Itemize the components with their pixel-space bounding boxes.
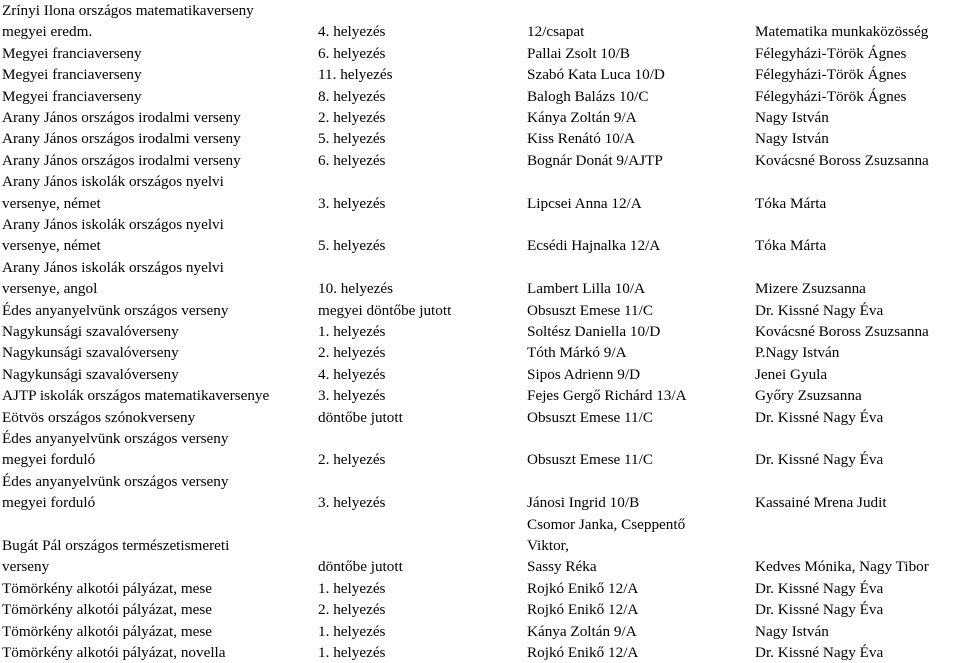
- student-cell-line: Sipos Adrienn 9/D: [527, 365, 641, 383]
- student-cell: [527, 578, 752, 599]
- result-cell-line: 2. helyezés: [318, 601, 386, 619]
- competition-cell: [2, 514, 314, 578]
- teacher-cell: [755, 364, 959, 385]
- student-cell-line: Obsuszt Emese 11/C: [527, 451, 653, 469]
- competition-cell: [2, 599, 314, 620]
- teacher-cell: [755, 642, 959, 663]
- competition-cell: [2, 171, 314, 214]
- teacher-cell-line: Dr. Kissné Nagy Éva: [755, 408, 884, 426]
- table-row: [0, 364, 959, 385]
- competition-cell-line: Nagykunsági szavalóverseny: [2, 323, 179, 340]
- student-cell: [527, 300, 752, 321]
- result-cell: [318, 257, 523, 300]
- student-cell: [527, 257, 752, 300]
- result-cell-line: 4. helyezés: [318, 365, 386, 383]
- competition-cell-line: AJTP iskolák országos matematikaversenye: [2, 387, 270, 405]
- table-row: [0, 621, 959, 642]
- table-row: [0, 64, 959, 85]
- competition-cell: [2, 43, 314, 64]
- competition-cell: [2, 300, 314, 321]
- student-cell-line: Bognár Donát 9/AJTP: [527, 151, 663, 169]
- competition-cell: [2, 214, 314, 257]
- student-cell-line: Ecsédi Hajnalka 12/A: [527, 237, 661, 255]
- competition-cell-line: megyei eredm.: [2, 23, 93, 41]
- result-cell-line: 1. helyezés: [318, 579, 386, 597]
- teacher-cell-line: Dr. Kissné Nagy Éva: [755, 644, 884, 661]
- student-cell: [527, 214, 752, 257]
- student-cell-line: Lambert Lilla 10/A: [527, 280, 646, 298]
- teacher-cell-line: Matematika munkaközösség: [755, 23, 929, 41]
- teacher-cell: [755, 599, 959, 620]
- table-row: [0, 43, 959, 64]
- result-cell-line: 4. helyezés: [318, 23, 386, 41]
- competition-cell: [2, 64, 314, 85]
- competition-cell: [2, 428, 314, 471]
- result-cell: [318, 471, 523, 514]
- result-cell: [318, 642, 523, 663]
- result-cell-line: 3. helyezés: [318, 494, 386, 512]
- result-cell-line: 2. helyezés: [318, 109, 386, 126]
- student-cell-line: Balogh Balázs 10/C: [527, 87, 649, 105]
- teacher-cell: [755, 428, 959, 471]
- teacher-cell: [755, 150, 959, 171]
- result-cell: [318, 514, 523, 578]
- result-cell: [318, 150, 523, 171]
- teacher-cell-line: Nagy István: [755, 130, 829, 148]
- teacher-cell-line: Félegyházi-Török Ágnes: [755, 66, 907, 84]
- result-cell: [318, 428, 523, 471]
- teacher-cell: [755, 300, 959, 321]
- competition-cell-line: Édes anyanyelvünk országos verseny: [2, 472, 229, 490]
- teacher-cell-line: Dr. Kissné Nagy Éva: [755, 301, 884, 319]
- student-cell: [527, 64, 752, 85]
- teacher-cell: [755, 171, 959, 214]
- table-row: [0, 171, 959, 214]
- teacher-cell: [755, 214, 959, 257]
- teacher-cell-line: Nagy István: [755, 109, 829, 126]
- teacher-cell-line: Tóka Márta: [755, 237, 827, 255]
- competition-cell-line: Tömörkény alkotói pályázat, mese: [2, 622, 213, 640]
- student-cell: [527, 107, 752, 128]
- table-row: [0, 407, 959, 428]
- student-cell-line: Kánya Zoltán 9/A: [527, 109, 637, 126]
- table-row: [0, 257, 959, 300]
- student-cell-line: Soltész Daniella 10/D: [527, 323, 661, 340]
- result-cell-line: 1. helyezés: [318, 323, 386, 340]
- table-row: [0, 514, 959, 578]
- title-text: Zrínyi Ilona országos matematikaverseny: [2, 2, 254, 19]
- teacher-cell: [755, 621, 959, 642]
- table-row: [0, 21, 959, 42]
- competition-cell: [2, 642, 314, 663]
- student-cell-line: Sassy Réka: [527, 558, 597, 576]
- result-cell-line: 11. helyezés: [318, 66, 393, 84]
- result-cell-line: 6. helyezés: [318, 44, 386, 62]
- competition-cell: [2, 257, 314, 300]
- teacher-cell: [755, 385, 959, 406]
- student-cell: [527, 321, 752, 342]
- competition-cell: [2, 21, 314, 42]
- title-row: [0, 0, 959, 21]
- result-cell-line: 2. helyezés: [318, 451, 386, 469]
- competition-cell-line: megyei forduló: [2, 494, 96, 512]
- result-cell-line: 3. helyezés: [318, 194, 386, 212]
- student-cell-line: Csomor Janka, Cseppentő: [527, 515, 686, 533]
- teacher-cell: [755, 407, 959, 428]
- competition-cell-line: Arany János iskolák országos nyelvi: [2, 216, 224, 233]
- result-cell: [318, 64, 523, 85]
- result-cell: [318, 171, 523, 214]
- student-cell: [527, 150, 752, 171]
- table-row: [0, 86, 959, 107]
- teacher-cell-line: P.Nagy István: [755, 344, 840, 362]
- result-cell: [318, 407, 523, 428]
- result-cell-line: 5. helyezés: [318, 130, 386, 148]
- competition-cell-line: Arany János iskolák országos nyelvi: [2, 173, 224, 191]
- document-title: [2, 0, 314, 21]
- teacher-cell: [755, 107, 959, 128]
- teacher-cell-line: Nagy István: [755, 622, 829, 640]
- student-cell: [527, 428, 752, 471]
- teacher-cell: [755, 86, 959, 107]
- teacher-cell: [755, 128, 959, 149]
- student-cell: [527, 385, 752, 406]
- table-row: [0, 300, 959, 321]
- competition-cell-line: Nagykunsági szavalóverseny: [2, 344, 179, 362]
- competition-cell-line: Édes anyanyelvünk országos verseny: [2, 430, 229, 447]
- result-cell: [318, 342, 523, 363]
- student-cell-line: Rojkó Enikő 12/A: [527, 644, 639, 661]
- teacher-cell: [755, 64, 959, 85]
- table-row: [0, 321, 959, 342]
- result-cell: [318, 107, 523, 128]
- teacher-cell-line: Jenei Gyula: [755, 365, 828, 383]
- student-cell-line: Obsuszt Emese 11/C: [527, 408, 653, 426]
- competition-cell-line: Bugát Pál országos természetismereti: [2, 536, 230, 554]
- result-cell-line: 8. helyezés: [318, 87, 386, 105]
- teacher-cell: [755, 578, 959, 599]
- student-cell-line: Rojkó Enikő 12/A: [527, 601, 639, 619]
- result-cell: [318, 86, 523, 107]
- teacher-cell-line: Félegyházi-Török Ágnes: [755, 87, 907, 105]
- teacher-cell: [755, 21, 959, 42]
- teacher-cell: [755, 514, 959, 578]
- table-row: [0, 471, 959, 514]
- competition-cell: [2, 321, 314, 342]
- competition-cell-line: Megyei franciaverseny: [2, 87, 142, 105]
- table-row: [0, 578, 959, 599]
- teacher-cell-line: Mizere Zsuzsanna: [755, 280, 866, 298]
- result-cell-line: 6. helyezés: [318, 151, 386, 169]
- table-row: [0, 428, 959, 471]
- student-cell: [527, 43, 752, 64]
- student-cell-line: Fejes Gergő Richárd 13/A: [527, 387, 687, 405]
- competition-cell-line: Arany János országos irodalmi verseny: [2, 109, 241, 126]
- table-row: [0, 128, 959, 149]
- result-cell-line: döntőbe jutott: [318, 558, 403, 576]
- student-cell-line: Kánya Zoltán 9/A: [527, 622, 637, 640]
- result-cell: [318, 364, 523, 385]
- teacher-cell-line: Kovácsné Boross Zsuzsanna: [755, 323, 929, 340]
- student-cell: [527, 471, 752, 514]
- teacher-cell-line: Félegyházi-Török Ágnes: [755, 44, 907, 62]
- teacher-cell-line: Kovácsné Boross Zsuzsanna: [755, 151, 929, 169]
- student-cell-line: Viktor,: [527, 536, 569, 554]
- teacher-cell-line: Dr. Kissné Nagy Éva: [755, 451, 884, 469]
- student-cell-line: Rojkó Enikő 12/A: [527, 579, 639, 597]
- competition-cell: [2, 578, 314, 599]
- student-cell-line: Obsuszt Emese 11/C: [527, 301, 653, 319]
- student-cell: [527, 599, 752, 620]
- student-cell: [527, 642, 752, 663]
- teacher-cell: [755, 321, 959, 342]
- student-cell-line: Pallai Zsolt 10/B: [527, 44, 630, 62]
- competition-cell-line: Eötvös országos szónokverseny: [2, 408, 196, 426]
- competition-cell-line: Megyei franciaverseny: [2, 66, 142, 84]
- teacher-cell-line: Győry Zsuzsanna: [755, 387, 862, 405]
- table-row: [0, 107, 959, 128]
- result-cell: [318, 214, 523, 257]
- student-cell: [527, 621, 752, 642]
- student-cell: [527, 86, 752, 107]
- student-cell: [527, 342, 752, 363]
- result-cell-line: megyei döntőbe jutott: [318, 301, 452, 319]
- result-cell: [318, 300, 523, 321]
- competition-cell: [2, 621, 314, 642]
- student-cell-line: Szabó Kata Luca 10/D: [527, 66, 665, 84]
- student-cell: [527, 364, 752, 385]
- competition-cell: [2, 86, 314, 107]
- student-cell-line: Jánosi Ingrid 10/B: [527, 494, 640, 512]
- competition-cell: [2, 107, 314, 128]
- competition-cell-line: megyei forduló: [2, 451, 96, 469]
- competition-cell: [2, 342, 314, 363]
- competition-cell: [2, 385, 314, 406]
- competition-cell-line: Nagykunsági szavalóverseny: [2, 365, 179, 383]
- table-row: [0, 150, 959, 171]
- table-row: [0, 214, 959, 257]
- table-row: [0, 342, 959, 363]
- competition-cell-line: Arany János országos irodalmi verseny: [2, 151, 241, 169]
- student-cell: [527, 407, 752, 428]
- competition-cell-line: Tömörkény alkotói pályázat, mese: [2, 579, 213, 597]
- competition-cell: [2, 364, 314, 385]
- result-cell: [318, 578, 523, 599]
- teacher-cell-line: Tóka Márta: [755, 194, 827, 212]
- competition-cell-line: versenye, angol: [2, 280, 98, 298]
- table-row: [0, 385, 959, 406]
- student-cell-line: Tóth Márkó 9/A: [527, 344, 627, 362]
- result-cell: [318, 385, 523, 406]
- result-cell: [318, 21, 523, 42]
- teacher-cell: [755, 43, 959, 64]
- teacher-cell-line: Kedves Mónika, Nagy Tibor: [755, 558, 929, 576]
- student-cell: [527, 514, 752, 578]
- competition-cell-line: verseny: [2, 558, 50, 576]
- student-cell: [527, 128, 752, 149]
- result-cell: [318, 128, 523, 149]
- result-cell: [318, 599, 523, 620]
- result-cell-line: 2. helyezés: [318, 344, 386, 362]
- table-row: [0, 599, 959, 620]
- competition-cell-line: Arany János iskolák országos nyelvi: [2, 258, 224, 276]
- competition-cell-line: Tömörkény alkotói pályázat, mese: [2, 601, 213, 619]
- teacher-cell: [755, 471, 959, 514]
- competition-cell: [2, 471, 314, 514]
- competition-cell-line: Édes anyanyelvünk országos verseny: [2, 301, 229, 319]
- teacher-cell: [755, 342, 959, 363]
- competition-cell-line: versenye, német: [2, 194, 101, 212]
- competition-cell: [2, 128, 314, 149]
- competition-cell-line: Arany János országos irodalmi verseny: [2, 130, 241, 148]
- result-cell-line: 10. helyezés: [318, 280, 394, 298]
- result-cell-line: 1. helyezés: [318, 622, 386, 640]
- teacher-cell: [755, 257, 959, 300]
- result-cell-line: 3. helyezés: [318, 387, 386, 405]
- teacher-cell-line: Dr. Kissné Nagy Éva: [755, 601, 884, 619]
- result-cell: [318, 321, 523, 342]
- competition-cell: [2, 407, 314, 428]
- competition-cell-line: Tömörkény alkotói pályázat, novella: [2, 644, 226, 661]
- student-cell-line: Kiss Renátó 10/A: [527, 130, 635, 148]
- result-cell: [318, 43, 523, 64]
- result-cell-line: 5. helyezés: [318, 237, 386, 255]
- student-cell: [527, 171, 752, 214]
- teacher-cell-line: Kassainé Mrena Judit: [755, 494, 887, 512]
- result-cell-line: döntőbe jutott: [318, 408, 403, 426]
- student-cell-line: 12/csapat: [527, 23, 585, 41]
- competition-cell: [2, 150, 314, 171]
- result-cell: [318, 621, 523, 642]
- competition-cell-line: Megyei franciaverseny: [2, 44, 142, 62]
- result-cell-line: 1. helyezés: [318, 644, 386, 661]
- student-cell: [527, 21, 752, 42]
- table-row: [0, 642, 959, 663]
- student-cell-line: Lipcsei Anna 12/A: [527, 194, 642, 212]
- competition-cell-line: versenye, német: [2, 237, 101, 255]
- teacher-cell-line: Dr. Kissné Nagy Éva: [755, 579, 884, 597]
